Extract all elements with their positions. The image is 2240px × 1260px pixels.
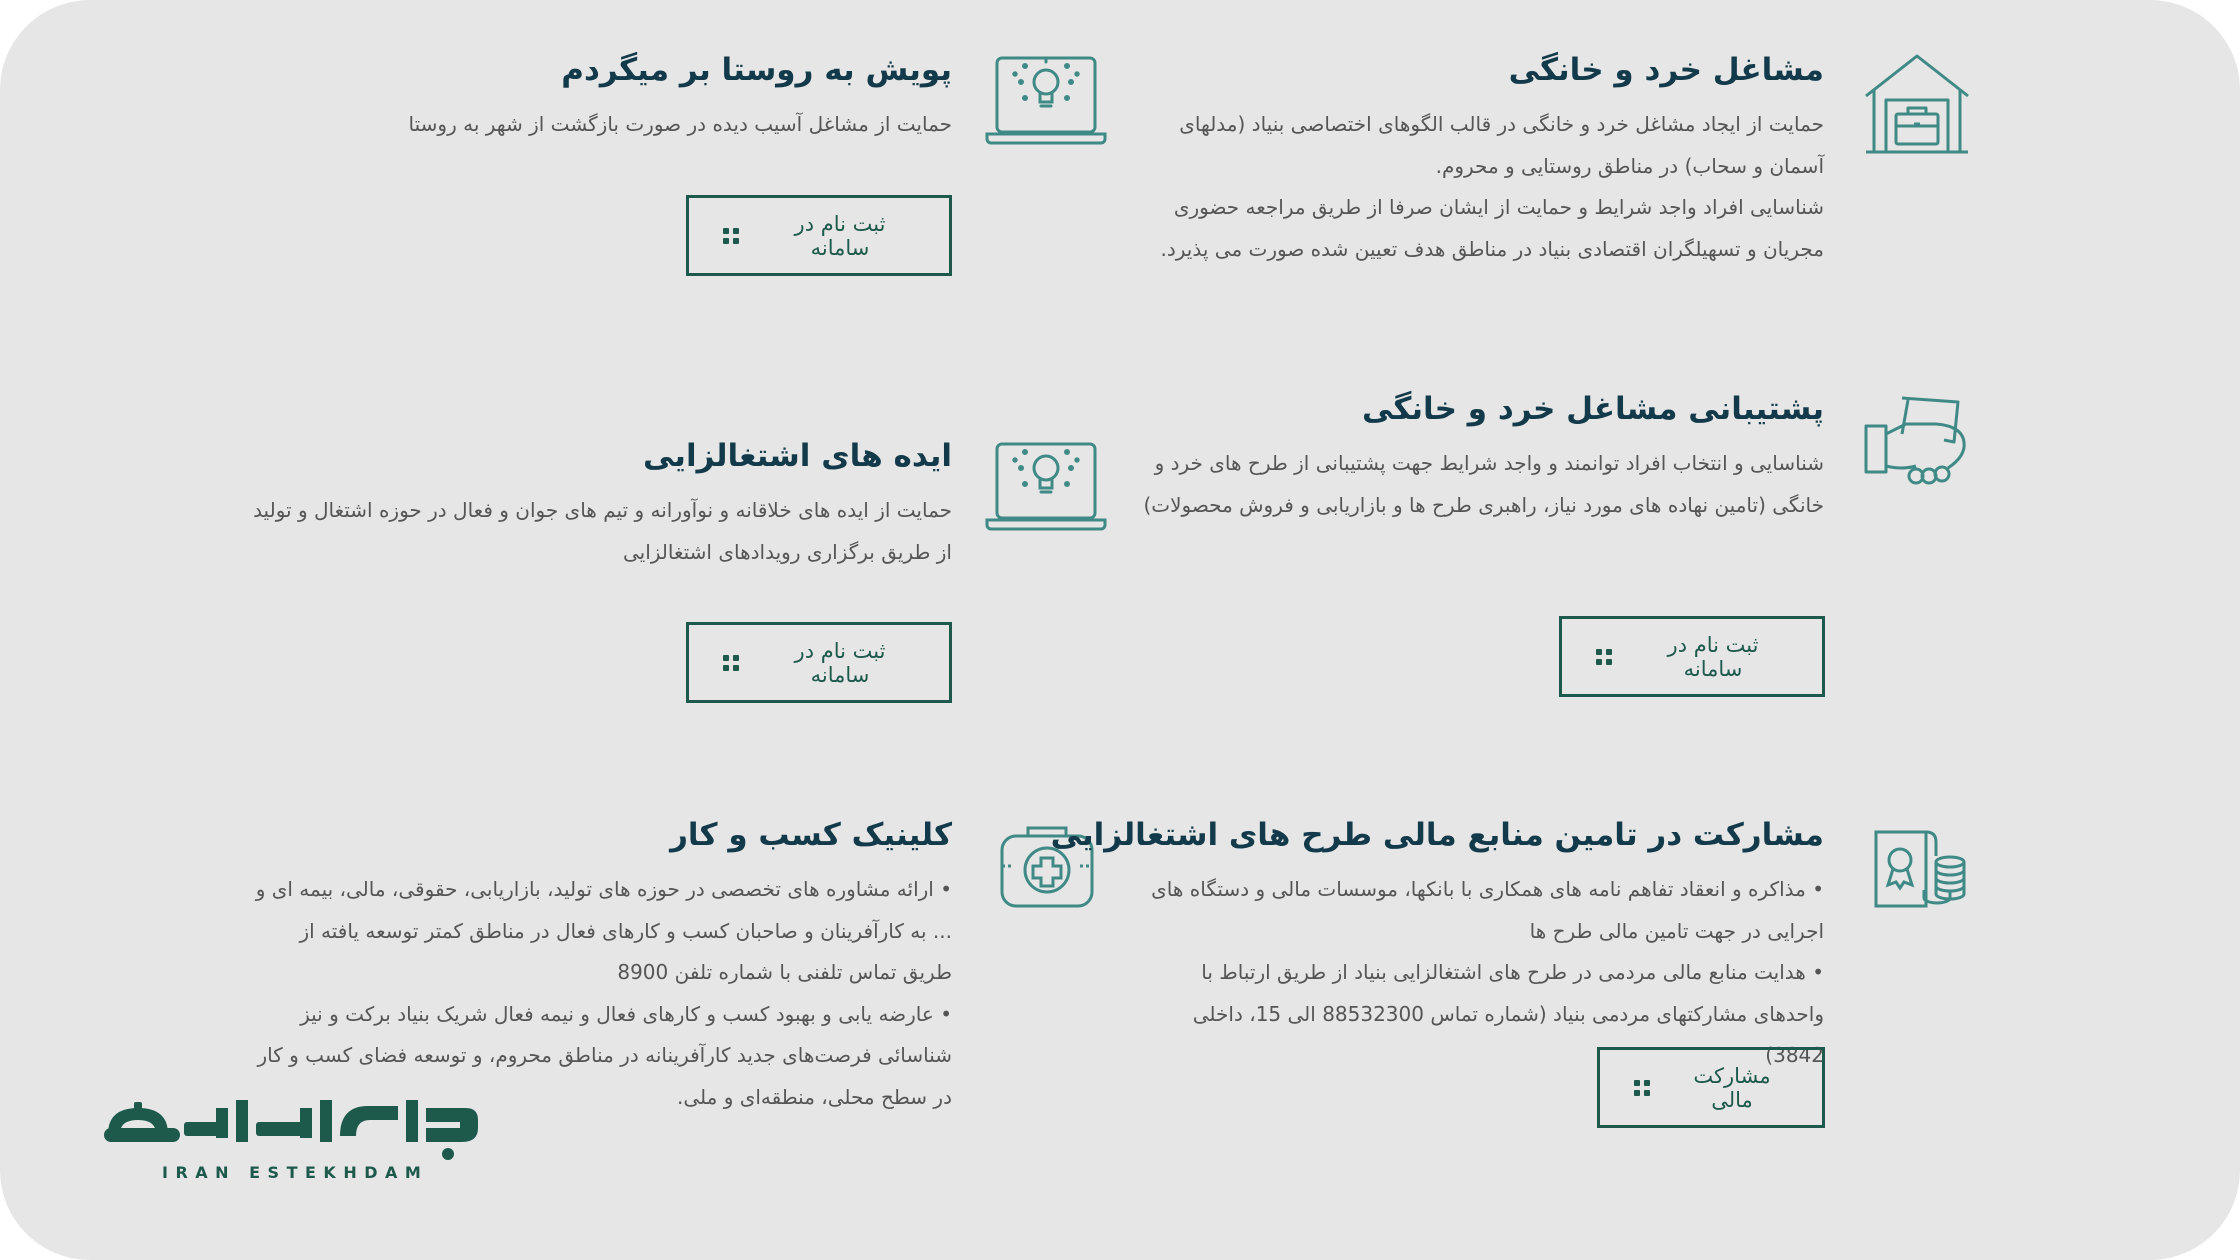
card-description-line: حمایت از مشاغل آسیب دیده در صورت بازگشت از شهر به روستا <box>408 112 952 137</box>
card-description-line: شناسایی و انتخاب افراد توانمند و واجد شرایط جهت پشتیبانی از طرح های خرد و خانگی (تامین نهاده های مورد نیاز، راهبری طرح ها و بازاریابی و فروش محصولات) <box>1143 451 1824 517</box>
card-description-line: شناسایی افراد واجد شرایط و حمایت از ایشان صرفا از طریق مراجعه حضوری مجریان و تسهیلگران اقتصادی بنیاد در مناطق هدف تعیین شده صورت می پذیرد. <box>1160 195 1824 261</box>
certificate-coins-icon <box>1870 828 1970 910</box>
card-description <box>1128 104 1824 270</box>
grid-dots-icon <box>723 228 739 244</box>
card-back-to-village <box>300 50 952 146</box>
card-description-line: حمایت از ایجاد مشاغل خرد و خانگی در قالب الگوهای اختصاصی بنیاد (مدلهای آسمان و سحاب) در مناطق روستایی و محروم. <box>1179 112 1824 178</box>
register-button[interactable] <box>1559 616 1825 697</box>
card-job-ideas <box>246 436 952 573</box>
register-button[interactable] <box>686 622 952 703</box>
card-description <box>300 104 952 146</box>
handshake-icon <box>1862 386 1974 494</box>
card-description-line: • هدایت منابع مالی مردمی در طرح های اشتغالزایی بنیاد از طریق ارتباط با واحدهای مشارکتهای مردمی بنیاد (شماره تماس 88532300 الی 15، داخلی 3842) <box>1192 960 1824 1068</box>
card-business-clinic <box>246 815 952 1118</box>
laptop-lightbulb-icon <box>985 438 1107 532</box>
grid-dots-icon <box>723 655 739 671</box>
financial-participation-button-label: مشارکت مالی <box>1693 1063 1771 1112</box>
financial-participation-button[interactable] <box>1597 1047 1825 1128</box>
card-description <box>1128 443 1824 526</box>
register-button-label: ثبت نام در سامانه <box>1667 632 1759 681</box>
grid-dots-icon <box>1634 1080 1650 1096</box>
register-button[interactable] <box>686 195 952 276</box>
register-button-label: ثبت نام در سامانه <box>794 638 886 687</box>
card-financial-participation <box>1050 815 1824 1077</box>
card-micro-home-jobs <box>1128 50 1824 270</box>
register-button-label: ثبت نام در سامانه <box>794 211 886 260</box>
card-description <box>246 490 952 573</box>
house-briefcase-icon <box>1862 50 1972 158</box>
card-description-line: • عارضه یابی و بهبود کسب و کارهای فعال و نیمه فعال شریک بنیاد برکت و نیز شناسائی فرصت‌های جدید کارآفرینانه در مناطق محروم، و توسعه فضای کسب و کار در سطح محلی، منطقه‌ای و ملی. <box>257 1001 952 1109</box>
card-title: مشاغل خرد و خانگی <box>1508 52 1824 88</box>
card-title: کلینیک کسب و کار <box>670 817 952 853</box>
card-description-line: • ارائه مشاوره های تخصصی در حوزه های تولید، بازاریابی، حقوقی، مالی، بیمه ای و ... به کارآفرینان و صاحبان کسب و کارهای فعال در مناطق کمتر توسعه یافته از طریق تماس تلفنی با شماره تلفن 8900 <box>255 877 952 985</box>
card-description-line: • مذاکره و انعقاد تفاهم نامه های همکاری با بانکها، موسسات مالی و دستگاه های اجرایی در جهت تامین مالی طرح ها <box>1151 877 1824 943</box>
laptop-lightbulb-icon <box>985 52 1107 146</box>
card-title: ایده های اشتغالزایی <box>642 438 952 474</box>
card-support-micro-jobs <box>1128 389 1824 526</box>
grid-dots-icon <box>1596 649 1612 665</box>
card-description <box>246 869 952 1118</box>
card-title: مشارکت در تامین منابع مالی طرح های اشتغالزایی <box>1050 817 1824 853</box>
card-title: پویش به روستا بر میگردم <box>561 52 952 88</box>
logo-latin-text: IRAN ESTEKHDAM <box>162 1163 429 1182</box>
card-description-line: حمایت از ایده های خلاقانه و نوآورانه و تیم های جوان و فعال در حوزه اشتغال و تولید از طریق برگزاری رویدادهای اشتغالزایی <box>253 498 952 564</box>
card-title: پشتیبانی مشاغل خرد و خانگی <box>1361 391 1824 427</box>
card-description <box>1128 869 1824 1077</box>
